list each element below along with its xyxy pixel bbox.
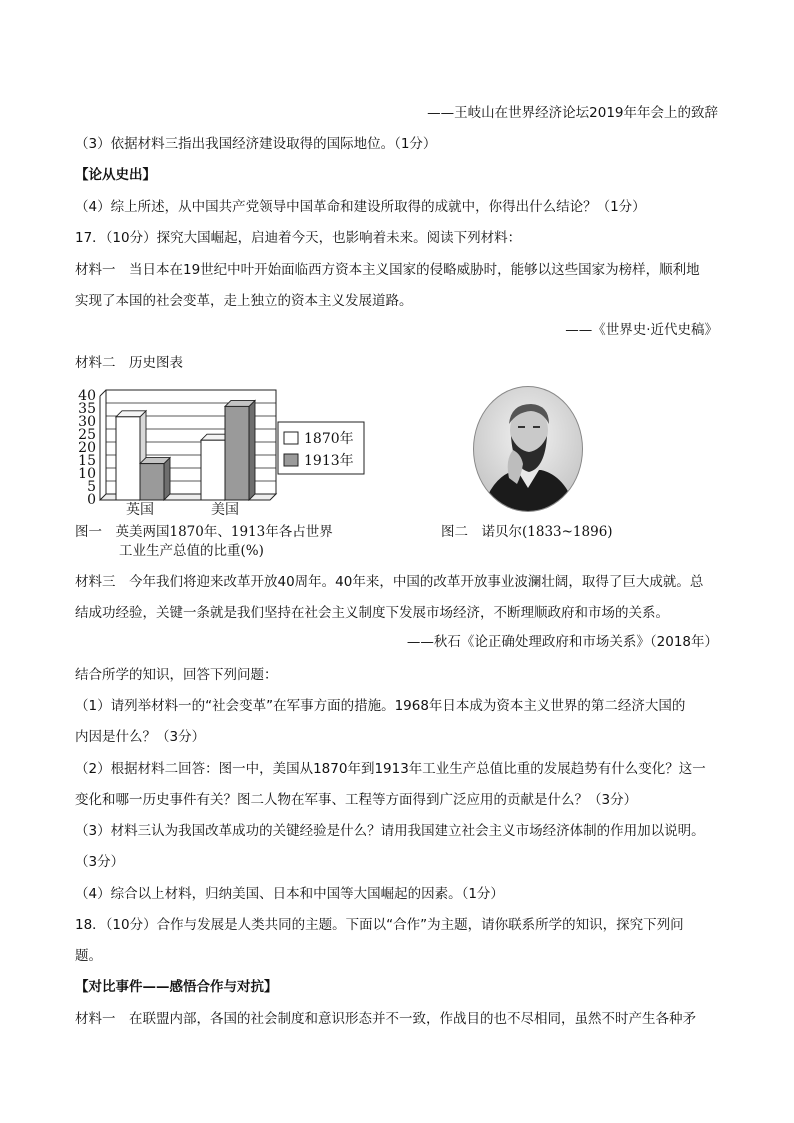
material-3-line-1: 材料三 今年我们将迎来改革开放40周年。40年来，中国的改革开放事业波澜壮阔，取得了巨大成就。总 <box>75 574 704 590</box>
legend-label: 1870年 <box>304 431 354 447</box>
material-1-line-2: 实现了本国的社会变革，走上独立的资本主义发展道路。 <box>75 293 413 309</box>
bar-side <box>249 400 255 500</box>
y-axis-depth <box>100 390 106 396</box>
legend-swatch <box>284 432 298 444</box>
y-tick-label: 10 <box>78 466 96 482</box>
x-category-label: 美国 <box>211 502 239 518</box>
figure-1-caption-line-1: 图一 英美两国1870年、1913年各占世界 <box>75 524 333 540</box>
source-wang-qishan: ——王岐山在世界经济论坛2019年年会上的致辞 <box>427 105 718 121</box>
bar-top <box>140 458 170 464</box>
material-3-line-2: 结成功经验，关键一条就是我们坚持在社会主义制度下发展市场经济，不断理顺政府和市场的关系。 <box>75 605 669 621</box>
figure-1-bar-chart <box>72 388 372 518</box>
y-tick-label: 0 <box>87 492 96 508</box>
y-tick-label: 25 <box>78 427 96 443</box>
instruction-line: 结合所学的知识，回答下列问题： <box>75 667 278 683</box>
nobel-portrait <box>471 384 585 514</box>
bar-top <box>116 411 146 417</box>
x-category-label: 英国 <box>126 502 154 518</box>
question-18-line-1: 18．（10分）合作与发展是人类共同的主题。下面以“合作”为主题，请你联系所学的知识，探究下列问 <box>75 917 684 933</box>
bar-1-1 <box>225 406 249 500</box>
bar-side <box>164 458 170 500</box>
legend-label: 1913年 <box>304 453 354 469</box>
y-tick-label: 30 <box>78 414 96 430</box>
bar-top <box>225 400 255 406</box>
y-tick-label: 5 <box>87 479 96 495</box>
question-17-4: （4）综合以上材料，归纳美国、日本和中国等大国崛起的因素。（1分） <box>75 886 504 902</box>
question-17-intro: 17．（10分）探究大国崛起，启迪着今天，也影响着未来。阅读下列材料： <box>75 230 522 246</box>
y-tick-label: 40 <box>78 388 96 404</box>
y-tick-label: 35 <box>78 401 96 417</box>
bar-0-1 <box>140 464 164 500</box>
material-3-source: ——秋石《论正确处理政府和市场关系》（2018年） <box>406 634 718 650</box>
material-1-source: ——《世界史·近代史稿》 <box>565 322 718 338</box>
figure-1-caption-line-2: 工业生产总值的比重(%) <box>119 543 264 559</box>
question-17-3-line-2: （3分） <box>75 854 125 870</box>
legend-swatch <box>284 454 298 466</box>
question-17-3-line-1: （3）材料三认为我国改革成功的关键经验是什么？请用我国建立社会主义市场经济体制的作用加以说明。 <box>75 823 705 839</box>
question-16-3: （3）依据材料三指出我国经济建设取得的国际地位。（1分） <box>75 136 437 152</box>
y-tick-label: 20 <box>78 440 96 456</box>
question-17-1-line-2: 内因是什么？（3分） <box>75 729 206 745</box>
material-1-line-1: 材料一 当日本在19世纪中叶开始面临西方资本主义国家的侵略威胁时，能够以这些国家为榜样，顺利地 <box>75 262 700 278</box>
material-18-1-line-1: 材料一 在联盟内部，各国的社会制度和意识形态并不一致，作战目的也不尽相同，虽然不时产生各种矛 <box>75 1011 696 1027</box>
question-18-line-2: 题。 <box>75 948 102 964</box>
heading-lun-cong-shi-chu: 【论从史出】 <box>75 167 156 183</box>
bar-0-0 <box>116 417 140 500</box>
y-tick-label: 15 <box>78 453 96 469</box>
material-2-title: 材料二 历史图表 <box>75 355 183 371</box>
question-17-2-line-1: （2）根据材料二回答：图一中，美国从1870年到1913年工业生产总值比重的发展趋势有什么变化？这一 <box>75 761 706 777</box>
question-16-4: （4）综上所述，从中国共产党领导中国革命和建设所取得的成就中，你得出什么结论？（1分） <box>75 199 646 215</box>
figure-2-caption: 图二 诺贝尔(1833~1896) <box>441 524 613 540</box>
question-17-1-line-1: （1）请列举材料一的“社会变革”在军事方面的措施。1968年日本成为资本主义世界的第二经济大国的 <box>75 698 686 714</box>
bar-1-0 <box>201 440 225 500</box>
question-17-2-line-2: 变化和哪一历史事件有关？图二人物在军事、工程等方面得到广泛应用的贡献是什么？（3分） <box>75 792 638 808</box>
heading-dui-bi-shi-jian: 【对比事件——感悟合作与对抗】 <box>75 979 278 995</box>
